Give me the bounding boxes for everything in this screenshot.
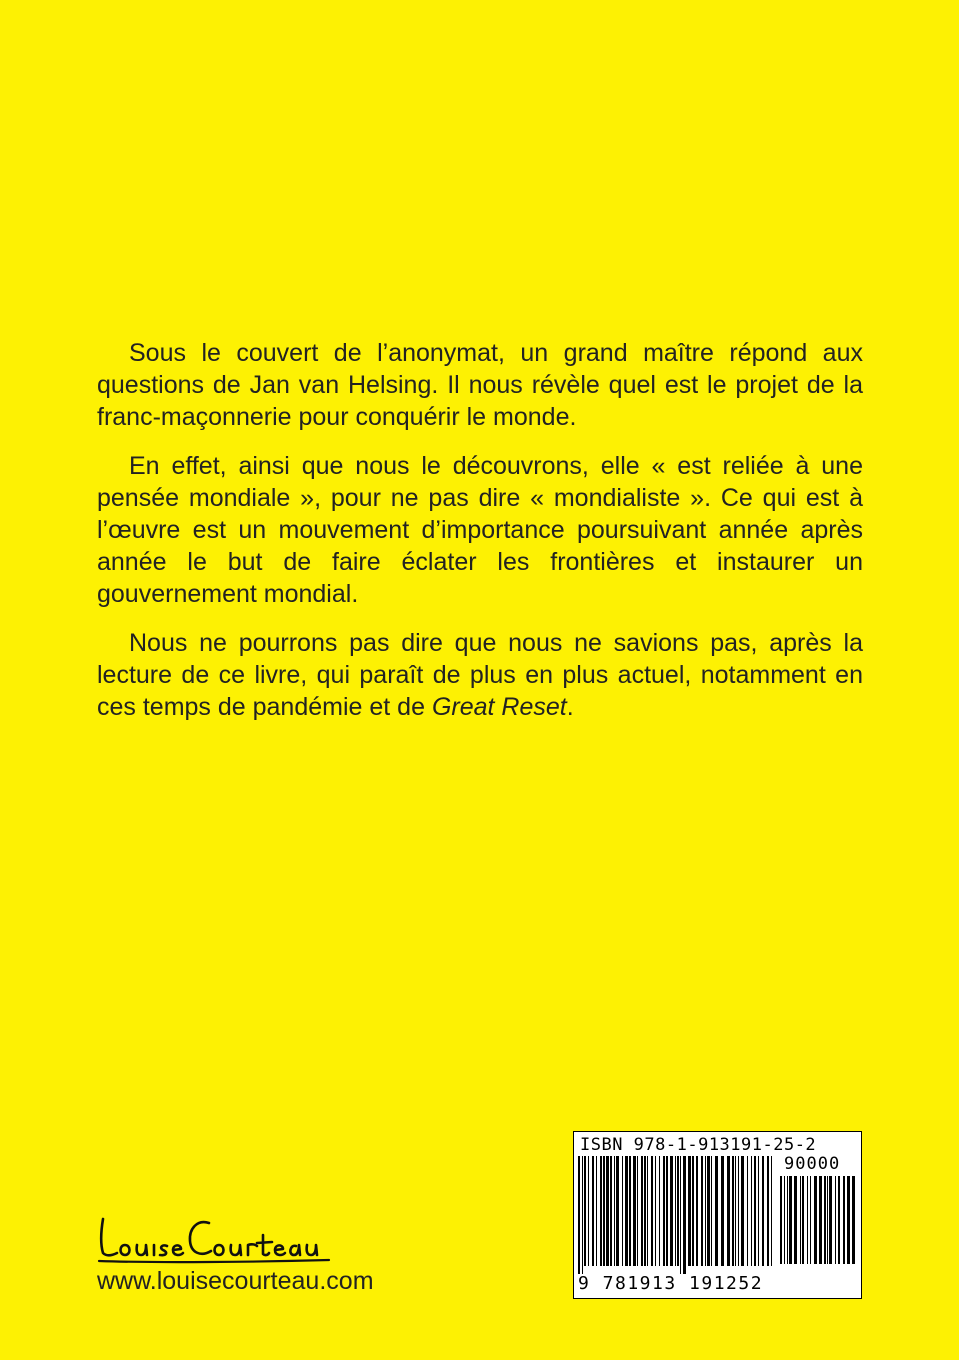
barcode-bar <box>787 1176 788 1264</box>
barcode-bar <box>696 1156 698 1266</box>
ean-barcode-bars <box>578 1156 774 1274</box>
barcode-bar <box>659 1156 660 1266</box>
barcode-bar <box>683 1156 686 1274</box>
isbn-barcode <box>573 1131 862 1299</box>
barcode-bar <box>727 1156 730 1266</box>
addon-barcode-bars <box>780 1176 856 1294</box>
barcode-bar <box>767 1156 769 1266</box>
publisher-website: www.louisecourteau.com <box>97 1267 374 1295</box>
barcode-bar <box>852 1176 855 1264</box>
barcode-bar <box>800 1176 801 1264</box>
barcode-bar <box>600 1156 602 1266</box>
barcode-bar <box>701 1156 703 1266</box>
barcode-bar <box>754 1156 756 1266</box>
barcode-bar <box>688 1156 691 1266</box>
barcode-bar <box>582 1156 583 1274</box>
barcode-bar <box>629 1156 631 1266</box>
great-reset-italic: Great Reset <box>431 693 567 721</box>
barcode-bar <box>670 1156 673 1266</box>
barcode-bar <box>625 1156 628 1266</box>
barcode-bar <box>715 1156 718 1266</box>
barcode-bar <box>666 1156 668 1266</box>
barcode-bar <box>758 1156 759 1266</box>
barcode-bar <box>771 1156 772 1266</box>
barcode-bar <box>738 1156 739 1266</box>
barcode-bar <box>610 1156 612 1266</box>
publisher-logo <box>97 1213 333 1265</box>
barcode-bar <box>721 1156 724 1266</box>
barcode-bar <box>596 1156 597 1266</box>
barcode-bar <box>784 1176 785 1264</box>
barcode-bar <box>588 1156 589 1266</box>
barcode-bar <box>677 1156 679 1266</box>
barcode-bar <box>794 1176 797 1264</box>
barcode-bar <box>647 1156 648 1266</box>
barcode-bar <box>633 1156 636 1266</box>
barcode-bar <box>802 1176 804 1264</box>
barcode-bar <box>819 1176 822 1264</box>
barcode-bar <box>747 1156 748 1266</box>
blurb-paragraph-3-start: Nous ne pourrons pas dire que nous ne savions pas, après la lecture de ce livre, qui paraît de plus en plus actuel, notamment en ces temps de pandémie et de <box>97 629 863 721</box>
blurb-paragraph-1: Sous le couvert de l’anonymat, un grand maître répond aux questions de Jan van Helsing. Il nous révèle quel est le projet de la franc-maçonnerie pour conquérir le monde. <box>97 339 863 431</box>
barcode-bar <box>741 1156 744 1266</box>
barcode-bar <box>616 1156 619 1266</box>
barcode-bar <box>751 1156 752 1266</box>
price-code: 90000 <box>784 1154 841 1174</box>
barcode-bar <box>810 1176 811 1264</box>
barcode-bar <box>814 1176 817 1264</box>
barcode-bar <box>762 1156 764 1266</box>
barcode-bar <box>732 1156 734 1266</box>
barcode-bar <box>847 1176 850 1264</box>
barcode-bar <box>705 1156 706 1266</box>
ean-digits: 9 781913 191252 <box>578 1273 764 1294</box>
barcode-bar <box>592 1156 594 1266</box>
blurb-paragraph-2: En effet, ainsi que nous le découvrons, elle « est reliée à une pensée mondiale », pour ne pas dire « mondialiste ». Ce qui est à l’œuvre est un mouvement d’importance poursuivant année après année le but de faire éclater les frontières et instaurer un gouvernement mondial. <box>97 452 863 608</box>
barcode-bar <box>675 1156 676 1266</box>
barcode-bar <box>707 1156 710 1266</box>
barcode-bar <box>641 1156 643 1266</box>
barcode-bar <box>651 1156 653 1266</box>
barcode-bar <box>692 1156 694 1266</box>
barcode-bar <box>606 1156 609 1266</box>
barcode-bar <box>637 1156 638 1266</box>
barcode-bar <box>829 1176 832 1264</box>
barcode-bar <box>824 1176 826 1264</box>
barcode-bar <box>584 1156 586 1266</box>
blurb-paragraph-3 <box>97 627 863 723</box>
barcode-bar <box>789 1176 792 1264</box>
isbn-label: ISBN 978-1-913191-25-2 <box>580 1135 817 1155</box>
blurb-paragraph-3-end: . <box>566 693 574 721</box>
barcode-bar <box>655 1156 656 1266</box>
barcode-bar <box>578 1156 580 1274</box>
barcode-bar <box>680 1156 681 1274</box>
barcode-bar <box>780 1176 782 1264</box>
barcode-bar <box>838 1176 840 1264</box>
barcode-bar <box>663 1156 665 1266</box>
barcode-bar <box>807 1176 808 1264</box>
barcode-bar <box>735 1156 736 1266</box>
barcode-bar <box>843 1176 845 1264</box>
barcode-bar <box>711 1156 712 1266</box>
barcode-bar <box>835 1176 836 1264</box>
back-cover-blurb <box>97 337 863 740</box>
barcode-bar <box>603 1156 605 1266</box>
barcode-bar <box>622 1156 623 1266</box>
barcode-bar <box>644 1156 646 1266</box>
barcode-bar <box>614 1156 615 1266</box>
barcode-bar <box>827 1176 828 1264</box>
